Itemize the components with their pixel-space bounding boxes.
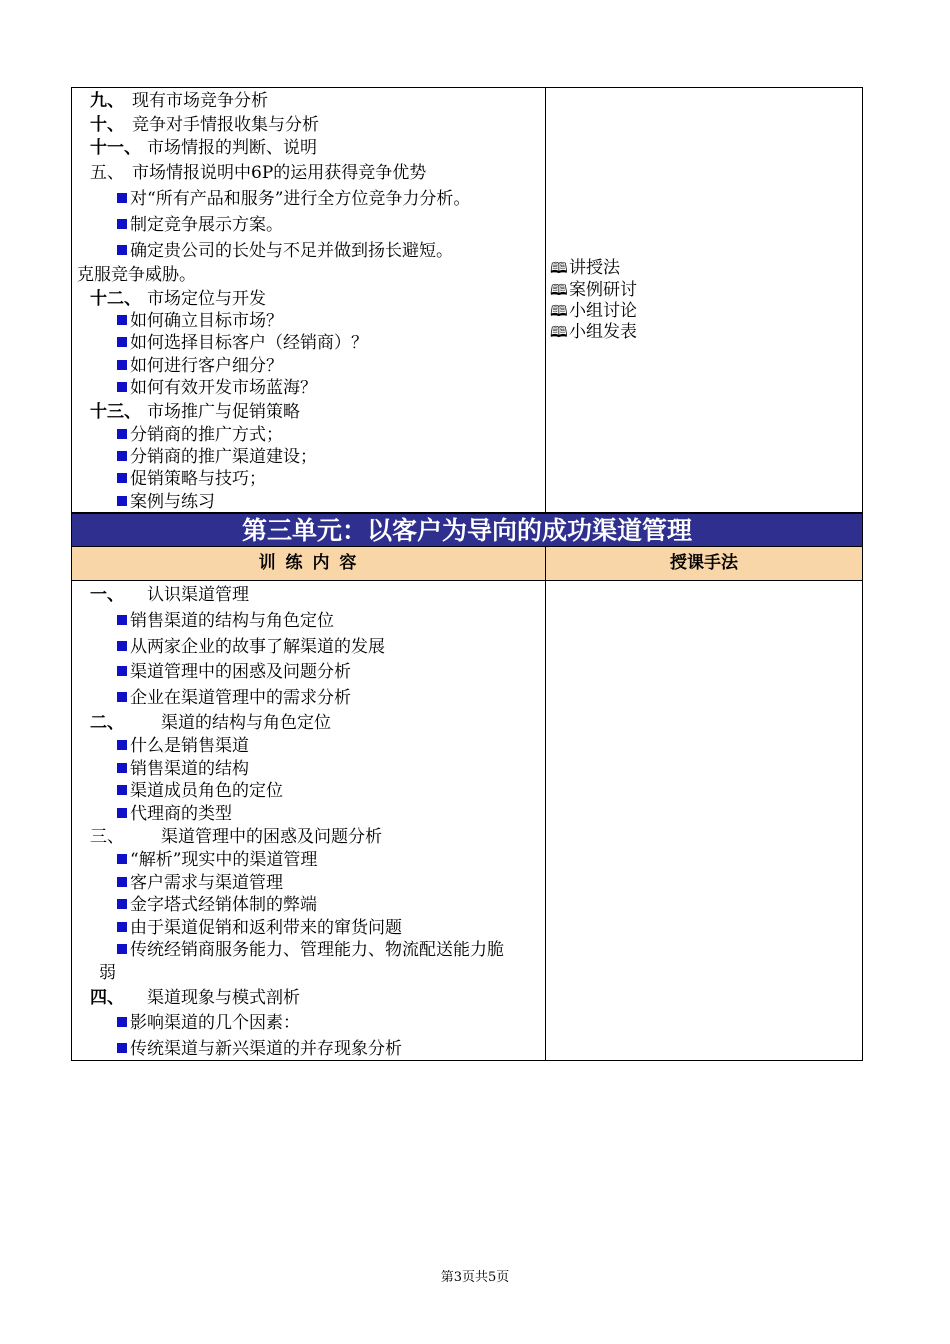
section-heading: 五、 市场情报说明中6P的运用获得竞争优势 — [90, 163, 427, 183]
list-item: 代理商的类型 — [117, 804, 232, 824]
square-bullet-icon — [117, 219, 127, 229]
list-item: 传统渠道与新兴渠道的并存现象分析 — [117, 1039, 402, 1059]
square-bullet-icon — [117, 763, 127, 773]
section-heading: 十、 竞争对手情报收集与分析 — [90, 115, 319, 135]
list-item: 如何进行客户细分？ — [117, 356, 283, 376]
list-item-continuation: 克服竞争威胁。 — [77, 265, 196, 285]
section-heading: 四、 渠道现象与模式剖析 — [90, 988, 300, 1008]
book-icon: 🕮 — [550, 281, 568, 299]
square-bullet-icon — [117, 666, 127, 676]
list-item: 销售渠道的结构与角色定位 — [117, 611, 334, 631]
book-icon: 🕮 — [550, 323, 568, 341]
list-item: 销售渠道的结构 — [117, 759, 249, 779]
section-heading: 二、 渠道的结构与角色定位 — [90, 713, 331, 733]
square-bullet-icon — [117, 451, 127, 461]
list-item: “解析”现实中的渠道管理 — [117, 850, 317, 870]
section-heading: 三、 渠道管理中的困惑及问题分析 — [90, 827, 382, 847]
square-bullet-icon — [117, 1043, 127, 1053]
square-bullet-icon — [117, 899, 127, 909]
list-item: 传统经销商服务能力、管理能力、物流配送能力脆 — [117, 940, 504, 960]
section-heading: 十一、 市场情报的判断、说明 — [90, 138, 317, 158]
list-item: 渠道管理中的困惑及问题分析 — [117, 662, 351, 682]
page-footer: 第3页共5页 — [440, 1270, 510, 1285]
square-bullet-icon — [117, 360, 127, 370]
method-item: 🕮小组讨论 — [550, 301, 637, 321]
unit-title-banner: 第三单元：以客户为导向的成功渠道管理 — [71, 513, 863, 547]
section-heading: 一、 认识渠道管理 — [90, 585, 249, 605]
book-icon: 🕮 — [550, 302, 568, 320]
square-bullet-icon — [117, 245, 127, 255]
square-bullet-icon — [117, 877, 127, 887]
teaching-method-cell-upper — [546, 88, 862, 512]
square-bullet-icon — [117, 315, 127, 325]
list-item: 客户需求与渠道管理 — [117, 873, 283, 893]
square-bullet-icon — [117, 785, 127, 795]
list-item: 如何选择目标客户（经销商）？ — [117, 333, 368, 353]
square-bullet-icon — [117, 382, 127, 392]
header-training-content: 训 练 内 容 — [72, 547, 546, 580]
book-icon: 🕮 — [550, 259, 568, 277]
list-item: 什么是销售渠道 — [117, 736, 249, 756]
square-bullet-icon — [117, 429, 127, 439]
section-heading: 十三、 市场推广与促销策略 — [90, 402, 300, 422]
method-item: 🕮小组发表 — [550, 322, 637, 342]
square-bullet-icon — [117, 496, 127, 506]
content-table-upper — [71, 87, 863, 513]
header-teaching-method: 授课手法 — [670, 553, 738, 573]
square-bullet-icon — [117, 808, 127, 818]
list-item: 如何有效开发市场蓝海？ — [117, 378, 317, 398]
section-heading: 九、 现有市场竞争分析 — [90, 91, 268, 111]
square-bullet-icon — [117, 641, 127, 651]
square-bullet-icon — [117, 615, 127, 625]
list-item-continuation: 弱 — [99, 963, 116, 983]
table-header — [71, 547, 863, 581]
list-item: 案例与练习 — [117, 492, 215, 512]
training-content-cell-lower — [72, 581, 546, 1060]
square-bullet-icon — [117, 854, 127, 864]
section-heading: 十二、 市场定位与开发 — [90, 289, 266, 309]
list-item: 金字塔式经销体制的弊端 — [117, 895, 317, 915]
list-item: 从两家企业的故事了解渠道的发展 — [117, 637, 385, 657]
square-bullet-icon — [117, 193, 127, 203]
teaching-method-cell-lower — [546, 581, 862, 1060]
list-item: 如何确立目标市场？ — [117, 311, 283, 331]
square-bullet-icon — [117, 337, 127, 347]
list-item: 分销商的推广方式； — [117, 425, 283, 445]
list-item: 确定贵公司的长处与不足并做到扬长避短。 — [117, 241, 453, 261]
list-item: 企业在渠道管理中的需求分析 — [117, 688, 351, 708]
square-bullet-icon — [117, 740, 127, 750]
list-item: 影响渠道的几个因素： — [117, 1013, 300, 1033]
content-table-lower — [71, 581, 863, 1061]
method-item: 🕮讲授法 — [550, 258, 620, 278]
list-item: 对“所有产品和服务”进行全方位竞争力分析。 — [117, 189, 470, 209]
list-item: 渠道成员角色的定位 — [117, 781, 283, 801]
square-bullet-icon — [117, 922, 127, 932]
square-bullet-icon — [117, 692, 127, 702]
method-item: 🕮案例研讨 — [550, 280, 637, 300]
list-item: 制定竞争展示方案。 — [117, 215, 283, 235]
square-bullet-icon — [117, 944, 127, 954]
training-content-cell-upper — [72, 88, 546, 512]
list-item: 由于渠道促销和返利带来的窜货问题 — [117, 918, 402, 938]
list-item: 促销策略与技巧； — [117, 469, 266, 489]
square-bullet-icon — [117, 473, 127, 483]
list-item: 分销商的推广渠道建设； — [117, 447, 317, 467]
square-bullet-icon — [117, 1017, 127, 1027]
